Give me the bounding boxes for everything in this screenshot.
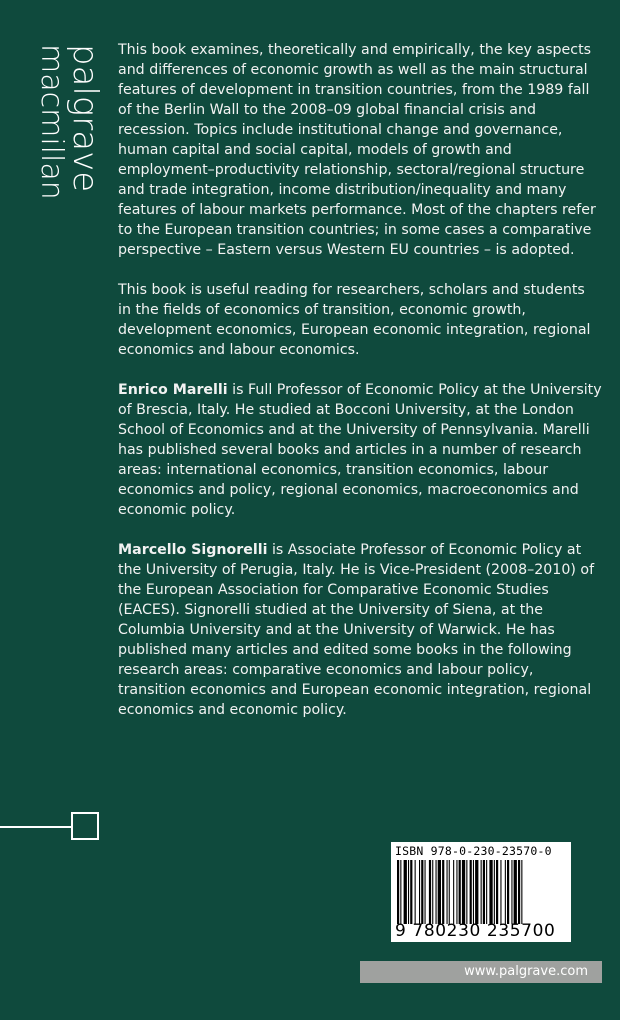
- author-bio-signorelli: [118, 540, 602, 720]
- barcode-bar: [421, 860, 423, 924]
- barcode-bar: [438, 860, 441, 924]
- barcode-bar: [404, 860, 407, 924]
- barcode-bar: [496, 860, 498, 924]
- barcode-bar: [483, 860, 485, 924]
- description-paragraph: This book examines, theoretically and empirically, the key aspects and differences of economic growth as well as the main structural features of development in transition countries, from the 1989 fall of the Berlin Wall to the 2008–09 global financial crisis and recession. Topics include institutional change and governance, human capital and social capital, models of growth and employment–productivity relationship, sectoral/regional structure and trade integration, income distribution/inequality and many features of labour markets performance. Most of the chapters refer to the European transition countries; in some cases a comparative perspective – Eastern versus Western EU countries – is adopted.: [118, 42, 596, 258]
- logo-word-macmillan: macmillan: [34, 44, 69, 200]
- author-name-marelli: Enrico Marelli: [118, 382, 228, 398]
- barcode-bar: [500, 860, 501, 924]
- barcode-bar: [397, 860, 399, 924]
- back-cover-text: [118, 40, 602, 740]
- author-bio-signorelli-text: is Associate Professor of Economic Policy at the University of Perugia, Italy. He is Vice-President (2008–2010) of the European Association for Comparative Economic Studies (EACES). Signorelli studied at the University of Siena, at the Columbia University and at the University of Warwick. He has published many articles and edited some books in the following research areas: comparative economics and labour policy, transition economics and European economic integration, regional economics and economic policy.: [118, 542, 595, 718]
- barcode-bar: [459, 860, 461, 924]
- barcode-bar: [489, 860, 492, 924]
- barcode-bar: [442, 860, 444, 924]
- barcode-bar: [425, 860, 426, 924]
- publisher-url[interactable]: www.palgrave.com: [464, 964, 588, 979]
- url-bar: [360, 961, 602, 983]
- barcode-bar: [507, 860, 509, 924]
- barcode-bar: [453, 860, 454, 924]
- barcode-bar: [514, 860, 517, 924]
- barcode-digits: 9 780230 235700: [395, 921, 556, 941]
- barcode-bar: [511, 860, 512, 924]
- barcode-bar: [449, 860, 450, 924]
- barcode-bar: [486, 860, 487, 924]
- barcode-bar: [410, 860, 412, 924]
- barcode-bar: [494, 860, 495, 924]
- barcode-bars: [397, 860, 565, 924]
- barcode-bar: [432, 860, 433, 924]
- barcode-bar: [429, 860, 431, 924]
- decorative-rule: [0, 826, 72, 828]
- publisher-logo: [26, 44, 106, 200]
- barcode-bar: [521, 860, 522, 924]
- logo-word-palgrave: palgrave: [65, 44, 105, 193]
- barcode-bar: [466, 860, 467, 924]
- barcode-bar: [473, 860, 474, 924]
- barcode-bar: [505, 860, 506, 924]
- decorative-square: [71, 812, 99, 840]
- barcode-bar: [447, 860, 448, 924]
- barcode-bar: [470, 860, 472, 924]
- barcode-bar: [481, 860, 482, 924]
- isbn-label: ISBN 978-0-230-23570-0: [395, 844, 552, 858]
- barcode-bar: [518, 860, 520, 924]
- barcode-bar: [400, 860, 401, 924]
- barcode-bar: [436, 860, 437, 924]
- barcode-bar: [415, 860, 416, 924]
- author-name-signorelli: Marcello Signorelli: [118, 542, 268, 558]
- barcode-bar: [419, 860, 420, 924]
- barcode-bar: [475, 860, 478, 924]
- author-bio-marelli-text: is Full Professor of Economic Policy at the University of Brescia, Italy. He studied at Bocconi University, at the London School of Economics and at the University of Pennsylvania. Marelli has published several books and articles in a number of research areas: international economics, transition economics, labour economics and policy, regional economics, macroeconomics and economic policy.: [118, 382, 602, 518]
- isbn-barcode: [391, 842, 571, 942]
- barcode-bar: [456, 860, 457, 924]
- barcode-bar: [408, 860, 409, 924]
- barcode-bar: [462, 860, 465, 924]
- readership-paragraph: This book is useful reading for researchers, scholars and students in the fields of economics of transition, economic growth, development economics, European economic integration, regional economics and labour economics.: [118, 282, 591, 358]
- author-bio-marelli: [118, 380, 602, 520]
